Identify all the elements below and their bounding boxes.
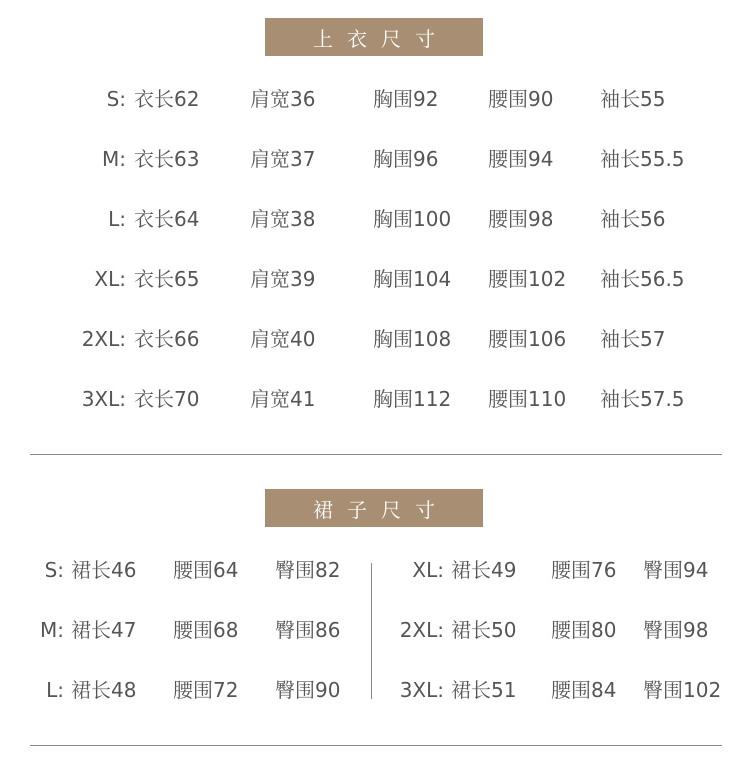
shoulder-value: 肩宽38 [250, 207, 316, 231]
hip-value: 臀围98 [643, 618, 709, 642]
size-label: L: [46, 678, 64, 702]
waist-value: 腰围68 [173, 618, 239, 642]
table-row [0, 204, 750, 234]
waist-value: 腰围94 [488, 147, 554, 171]
length-value: 衣长63 [134, 147, 200, 171]
shoulder-value: 肩宽36 [250, 87, 316, 111]
table-row [0, 324, 750, 354]
length-value: 衣长64 [134, 207, 200, 231]
skirt-length-value: 裙长51 [451, 678, 517, 702]
waist-value: 腰围76 [551, 558, 617, 582]
chest-value: 胸围100 [373, 207, 452, 231]
section-divider [30, 745, 722, 746]
sleeve-value: 袖长56 [600, 207, 666, 231]
shoulder-value: 肩宽40 [250, 327, 316, 351]
skirt-length-value: 裙长48 [71, 678, 137, 702]
table-row [0, 264, 750, 294]
waist-value: 腰围80 [551, 618, 617, 642]
waist-value: 腰围72 [173, 678, 239, 702]
sleeve-value: 袖长57.5 [600, 387, 685, 411]
size-label: L: [108, 207, 126, 231]
top-size-title: 上衣尺寸 [265, 18, 483, 56]
table-row [0, 615, 750, 645]
length-value: 衣长65 [134, 267, 200, 291]
shoulder-value: 肩宽39 [250, 267, 316, 291]
table-row [0, 84, 750, 114]
size-label: 2XL: [399, 618, 444, 642]
table-row [0, 144, 750, 174]
length-value: 衣长70 [134, 387, 200, 411]
skirt-length-value: 裙长47 [71, 618, 137, 642]
hip-value: 臀围86 [275, 618, 341, 642]
shoulder-value: 肩宽41 [250, 387, 316, 411]
table-row [0, 555, 750, 585]
size-label: XL: [94, 267, 126, 291]
skirt-length-value: 裙长50 [451, 618, 517, 642]
hip-value: 臀围94 [643, 558, 709, 582]
size-label: 2XL: [81, 327, 126, 351]
sleeve-value: 袖长56.5 [600, 267, 685, 291]
chest-value: 胸围108 [373, 327, 452, 351]
length-value: 衣长62 [134, 87, 200, 111]
waist-value: 腰围106 [488, 327, 567, 351]
sleeve-value: 袖长55.5 [600, 147, 685, 171]
waist-value: 腰围110 [488, 387, 567, 411]
size-label: S: [44, 558, 64, 582]
sleeve-value: 袖长55 [600, 87, 666, 111]
hip-value: 臀围90 [275, 678, 341, 702]
hip-value: 臀围82 [275, 558, 341, 582]
waist-value: 腰围64 [173, 558, 239, 582]
waist-value: 腰围98 [488, 207, 554, 231]
chest-value: 胸围104 [373, 267, 452, 291]
sleeve-value: 袖长57 [600, 327, 666, 351]
size-label: M: [40, 618, 64, 642]
size-label: M: [102, 147, 126, 171]
size-label: XL: [412, 558, 444, 582]
waist-value: 腰围84 [551, 678, 617, 702]
hip-value: 臀围102 [643, 678, 722, 702]
skirt-size-title: 裙子尺寸 [265, 489, 483, 527]
shoulder-value: 肩宽37 [250, 147, 316, 171]
size-label: 3XL: [399, 678, 444, 702]
waist-value: 腰围102 [488, 267, 567, 291]
length-value: 衣长66 [134, 327, 200, 351]
table-row [0, 384, 750, 414]
section-divider [30, 454, 722, 455]
table-row [0, 675, 750, 705]
size-label: S: [106, 87, 126, 111]
skirt-length-value: 裙长46 [71, 558, 137, 582]
skirt-length-value: 裙长49 [451, 558, 517, 582]
chest-value: 胸围92 [373, 87, 439, 111]
size-label: 3XL: [81, 387, 126, 411]
chest-value: 胸围112 [373, 387, 452, 411]
waist-value: 腰围90 [488, 87, 554, 111]
chest-value: 胸围96 [373, 147, 439, 171]
